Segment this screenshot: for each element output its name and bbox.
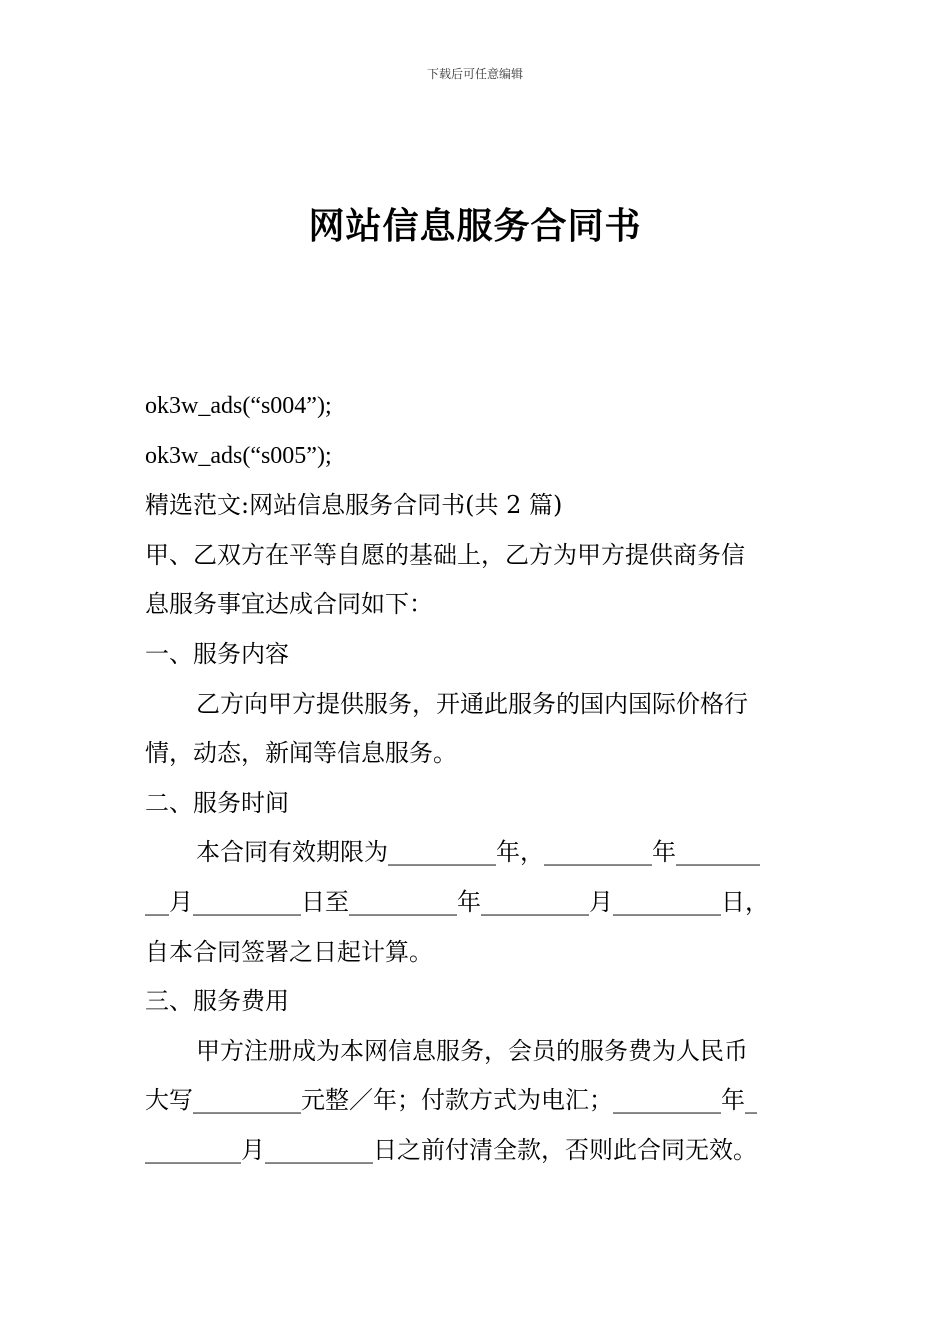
document-title: 网站信息服务合同书 bbox=[308, 205, 642, 247]
section-heading-service-content: 一、服务内容 bbox=[145, 639, 289, 668]
service-time-line-1: 本合同有效期限为_________年，_________年_______ bbox=[196, 838, 760, 867]
section-heading-service-time: 二、服务时间 bbox=[145, 788, 289, 817]
header-note: 下载后可任意编辑 bbox=[426, 67, 523, 81]
selected-text-heading: 精选范文:网站信息服务合同书(共 2 篇) bbox=[145, 491, 563, 520]
section-heading-service-fee: 三、服务费用 bbox=[145, 987, 289, 1016]
preamble-line-2: 息服务事宜达成合同如下： bbox=[145, 590, 433, 619]
service-time-line-2: __月_________日至_________年_________月_________日， bbox=[145, 887, 769, 916]
service-content-line-1: 乙方向甲方提供服务，开通此服务的国内国际价格行 bbox=[196, 689, 748, 718]
service-fee-line-3: ________月_________日之前付清全款，否则此合同无效。 bbox=[145, 1135, 757, 1164]
service-time-line-3: 自本合同签署之日起计算。 bbox=[145, 937, 433, 966]
document-body bbox=[145, 382, 825, 1176]
service-fee-line-2: 大写_________元整／年；付款方式为电汇；_________年_ bbox=[145, 1086, 757, 1115]
ad-code-line-1: ok3w_ads(“s004”); bbox=[145, 393, 332, 419]
service-content-line-2: 情，动态，新闻等信息服务。 bbox=[145, 739, 457, 768]
preamble-line-1: 甲、乙双方在平等自愿的基础上，乙方为甲方提供商务信 bbox=[145, 540, 745, 569]
ad-code-line-2: ok3w_ads(“s005”); bbox=[145, 442, 332, 469]
service-fee-line-1: 甲方注册成为本网信息服务，会员的服务费为人民币 bbox=[196, 1036, 748, 1065]
